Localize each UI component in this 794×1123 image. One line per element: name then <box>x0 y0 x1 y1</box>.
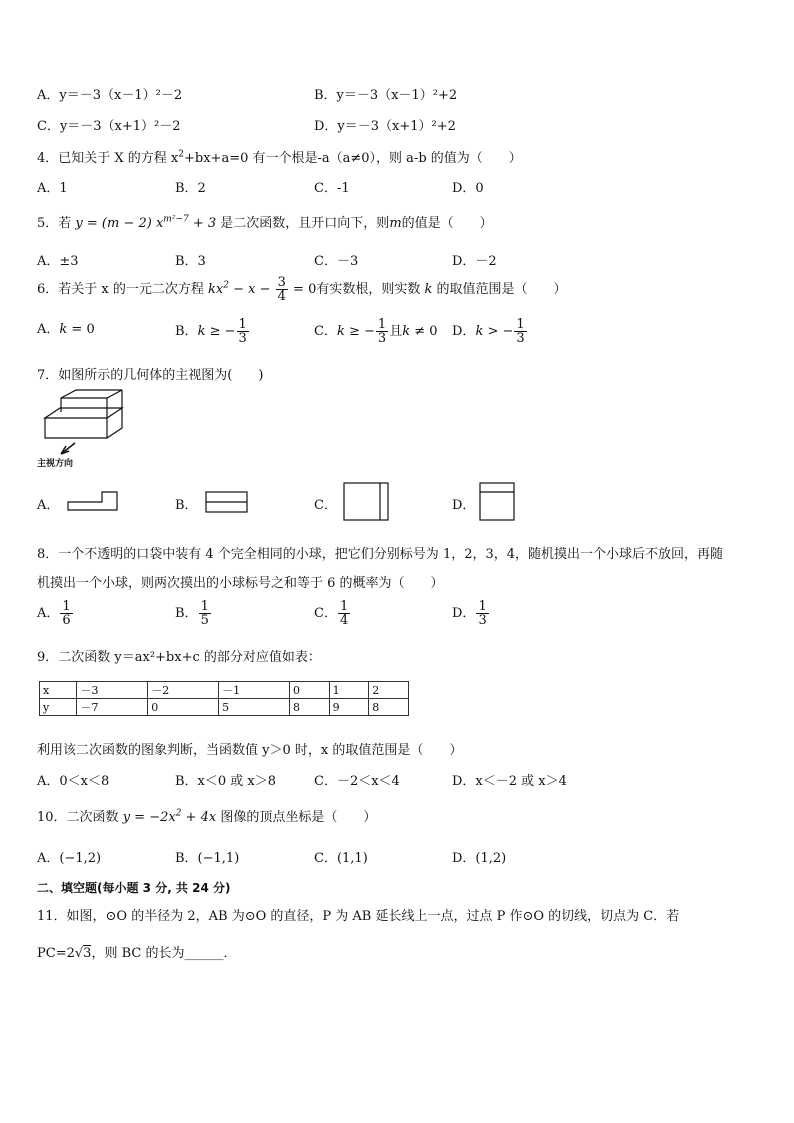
q5-option-d: D．－2 <box>452 254 497 269</box>
q3-option-d: D．y＝－3（x+1）²+2 <box>314 119 456 134</box>
q5-option-b: B．3 <box>175 254 206 269</box>
table-cell: 8 <box>369 699 409 716</box>
q3-option-b: B．y＝－3（x－1）²+2 <box>314 88 458 103</box>
q7-option-b: B． <box>175 498 198 513</box>
q4-option-c: C．-1 <box>314 181 350 196</box>
q5-stem: 5．若 y = (m − 2) $x^{m^2-7} + 3$ 是二次函数，且开口向下，则m的值是（ ） <box>37 214 493 231</box>
q5-formula: y = (m − 2) $x^{m^2-7} + 3$ <box>75 214 217 231</box>
q4-option-b: B．2 <box>175 181 206 196</box>
q8-option-b: B． $\frac{1}{5}$ <box>175 599 209 628</box>
table-cell: y <box>40 699 77 716</box>
section-title: 二、填空题(每小题 3 分, 共 24 分) <box>37 881 231 895</box>
q4-option-d: D．0 <box>452 181 484 196</box>
table-cell: 1 <box>329 682 369 699</box>
q6-option-a: A．k = 0 <box>37 322 95 337</box>
q6-option-c: C．k ≥ − $\frac{1}{3}$ 且k ≠ 0 <box>314 317 438 346</box>
sqrt-symbol: √3 <box>74 946 92 961</box>
q6-option-b: B．k ≥ − $\frac{1}{3}$ <box>175 317 247 346</box>
q10-option-d: D．(1,2) <box>452 851 507 866</box>
table-cell: －7 <box>77 699 148 716</box>
q9-option-a: A．0＜x＜8 <box>37 774 110 789</box>
q7-figure-a <box>67 490 119 514</box>
q10-stem: 10．二次函数 $y = -2x^2 + 4x$ 图像的顶点坐标是（ ） <box>37 808 377 825</box>
q9-follow-up: 利用该二次函数的图象判断，当函数值 y＞0 时，x 的取值范围是（ ） <box>37 743 463 758</box>
q10-formula: $y = -2x^2 + 4x$ <box>122 808 217 825</box>
q5-option-c: C．－3 <box>314 254 359 269</box>
q9-value-table <box>39 681 409 716</box>
q7-stem: 7．如图所示的几何体的主视图为( ) <box>37 368 264 383</box>
q5-option-a: A．±3 <box>37 254 79 269</box>
q7-option-c: C． <box>314 498 337 513</box>
q10-option-a: A．(−1,2) <box>37 851 102 866</box>
table-cell: －3 <box>77 682 148 699</box>
table-cell: 5 <box>219 699 290 716</box>
table-cell: 8 <box>289 699 329 716</box>
table-row <box>40 699 409 716</box>
table-cell: －1 <box>219 682 290 699</box>
q6-stem: 6．若关于 x 的一元二次方程 $kx^2 - x$ − $\frac{3}{4}$ = 0有实数根，则实数 k 的取值范围是（ ） <box>37 275 567 304</box>
q7-view-direction-label: 主视方向 <box>37 459 74 469</box>
table-cell: －2 <box>148 682 219 699</box>
q4-stem: 4．已知关于 X 的方程 $x^2+bx+a=0$ 有一个根是-a（a≠0），则 a-b 的值为（ ） <box>37 149 522 166</box>
table-cell: 0 <box>289 682 329 699</box>
table-row <box>40 682 409 699</box>
q9-option-d: D．x＜－2 或 x＞4 <box>452 774 567 789</box>
q11-stem-line2: PC=2√3，则 BC 的长为______． <box>37 946 237 961</box>
q8-option-c: C． $\frac{1}{4}$ <box>314 599 349 628</box>
q7-option-d: D． <box>452 498 476 513</box>
q11-stem-line1: 11．如图，⊙O 的半径为 2，AB 为⊙O 的直径，P 为 AB 延长线上一点，过点 P 作⊙O 的切线，切点为 C．若 <box>37 909 680 924</box>
table-cell: 2 <box>369 682 409 699</box>
q9-stem: 9．二次函数 y＝ax²+bx+c 的部分对应值如表： <box>37 650 321 665</box>
table-cell: 0 <box>148 699 219 716</box>
q7-figure-c <box>343 482 391 522</box>
q8-option-d: D． $\frac{1}{3}$ <box>452 599 487 628</box>
q9-option-b: B．x＜0 或 x＞8 <box>175 774 277 789</box>
q8-option-a: A． $\frac{1}{6}$ <box>37 599 71 628</box>
q9-option-c: C．－2＜x＜4 <box>314 774 400 789</box>
q7-figure-d <box>479 482 517 522</box>
q10-option-c: C．(1,1) <box>314 851 368 866</box>
table-cell: x <box>40 682 77 699</box>
q7-option-a: A． <box>37 498 60 513</box>
q7-figure-b <box>205 490 249 514</box>
q7-solid-figure <box>35 388 135 470</box>
q8-stem-line1: 8．一个不透明的口袋中装有 4 个完全相同的小球，把它们分别标号为 1，2，3，4，随机摸出一个小球后不放回，再随 <box>37 547 724 562</box>
q3-option-a: A．y＝－3（x－1）²－2 <box>37 88 183 103</box>
q4-option-a: A．1 <box>37 181 68 196</box>
table-cell: 9 <box>329 699 369 716</box>
q10-option-b: B．(−1,1) <box>175 851 240 866</box>
q6-option-d: D．k > − $\frac{1}{3}$ <box>452 317 525 346</box>
q3-option-c: C．y＝－3（x+1）²－2 <box>37 119 181 134</box>
q8-stem-line2: 机摸出一个小球，则两次摸出的小球标号之和等于 6 的概率为（ ） <box>37 576 444 591</box>
